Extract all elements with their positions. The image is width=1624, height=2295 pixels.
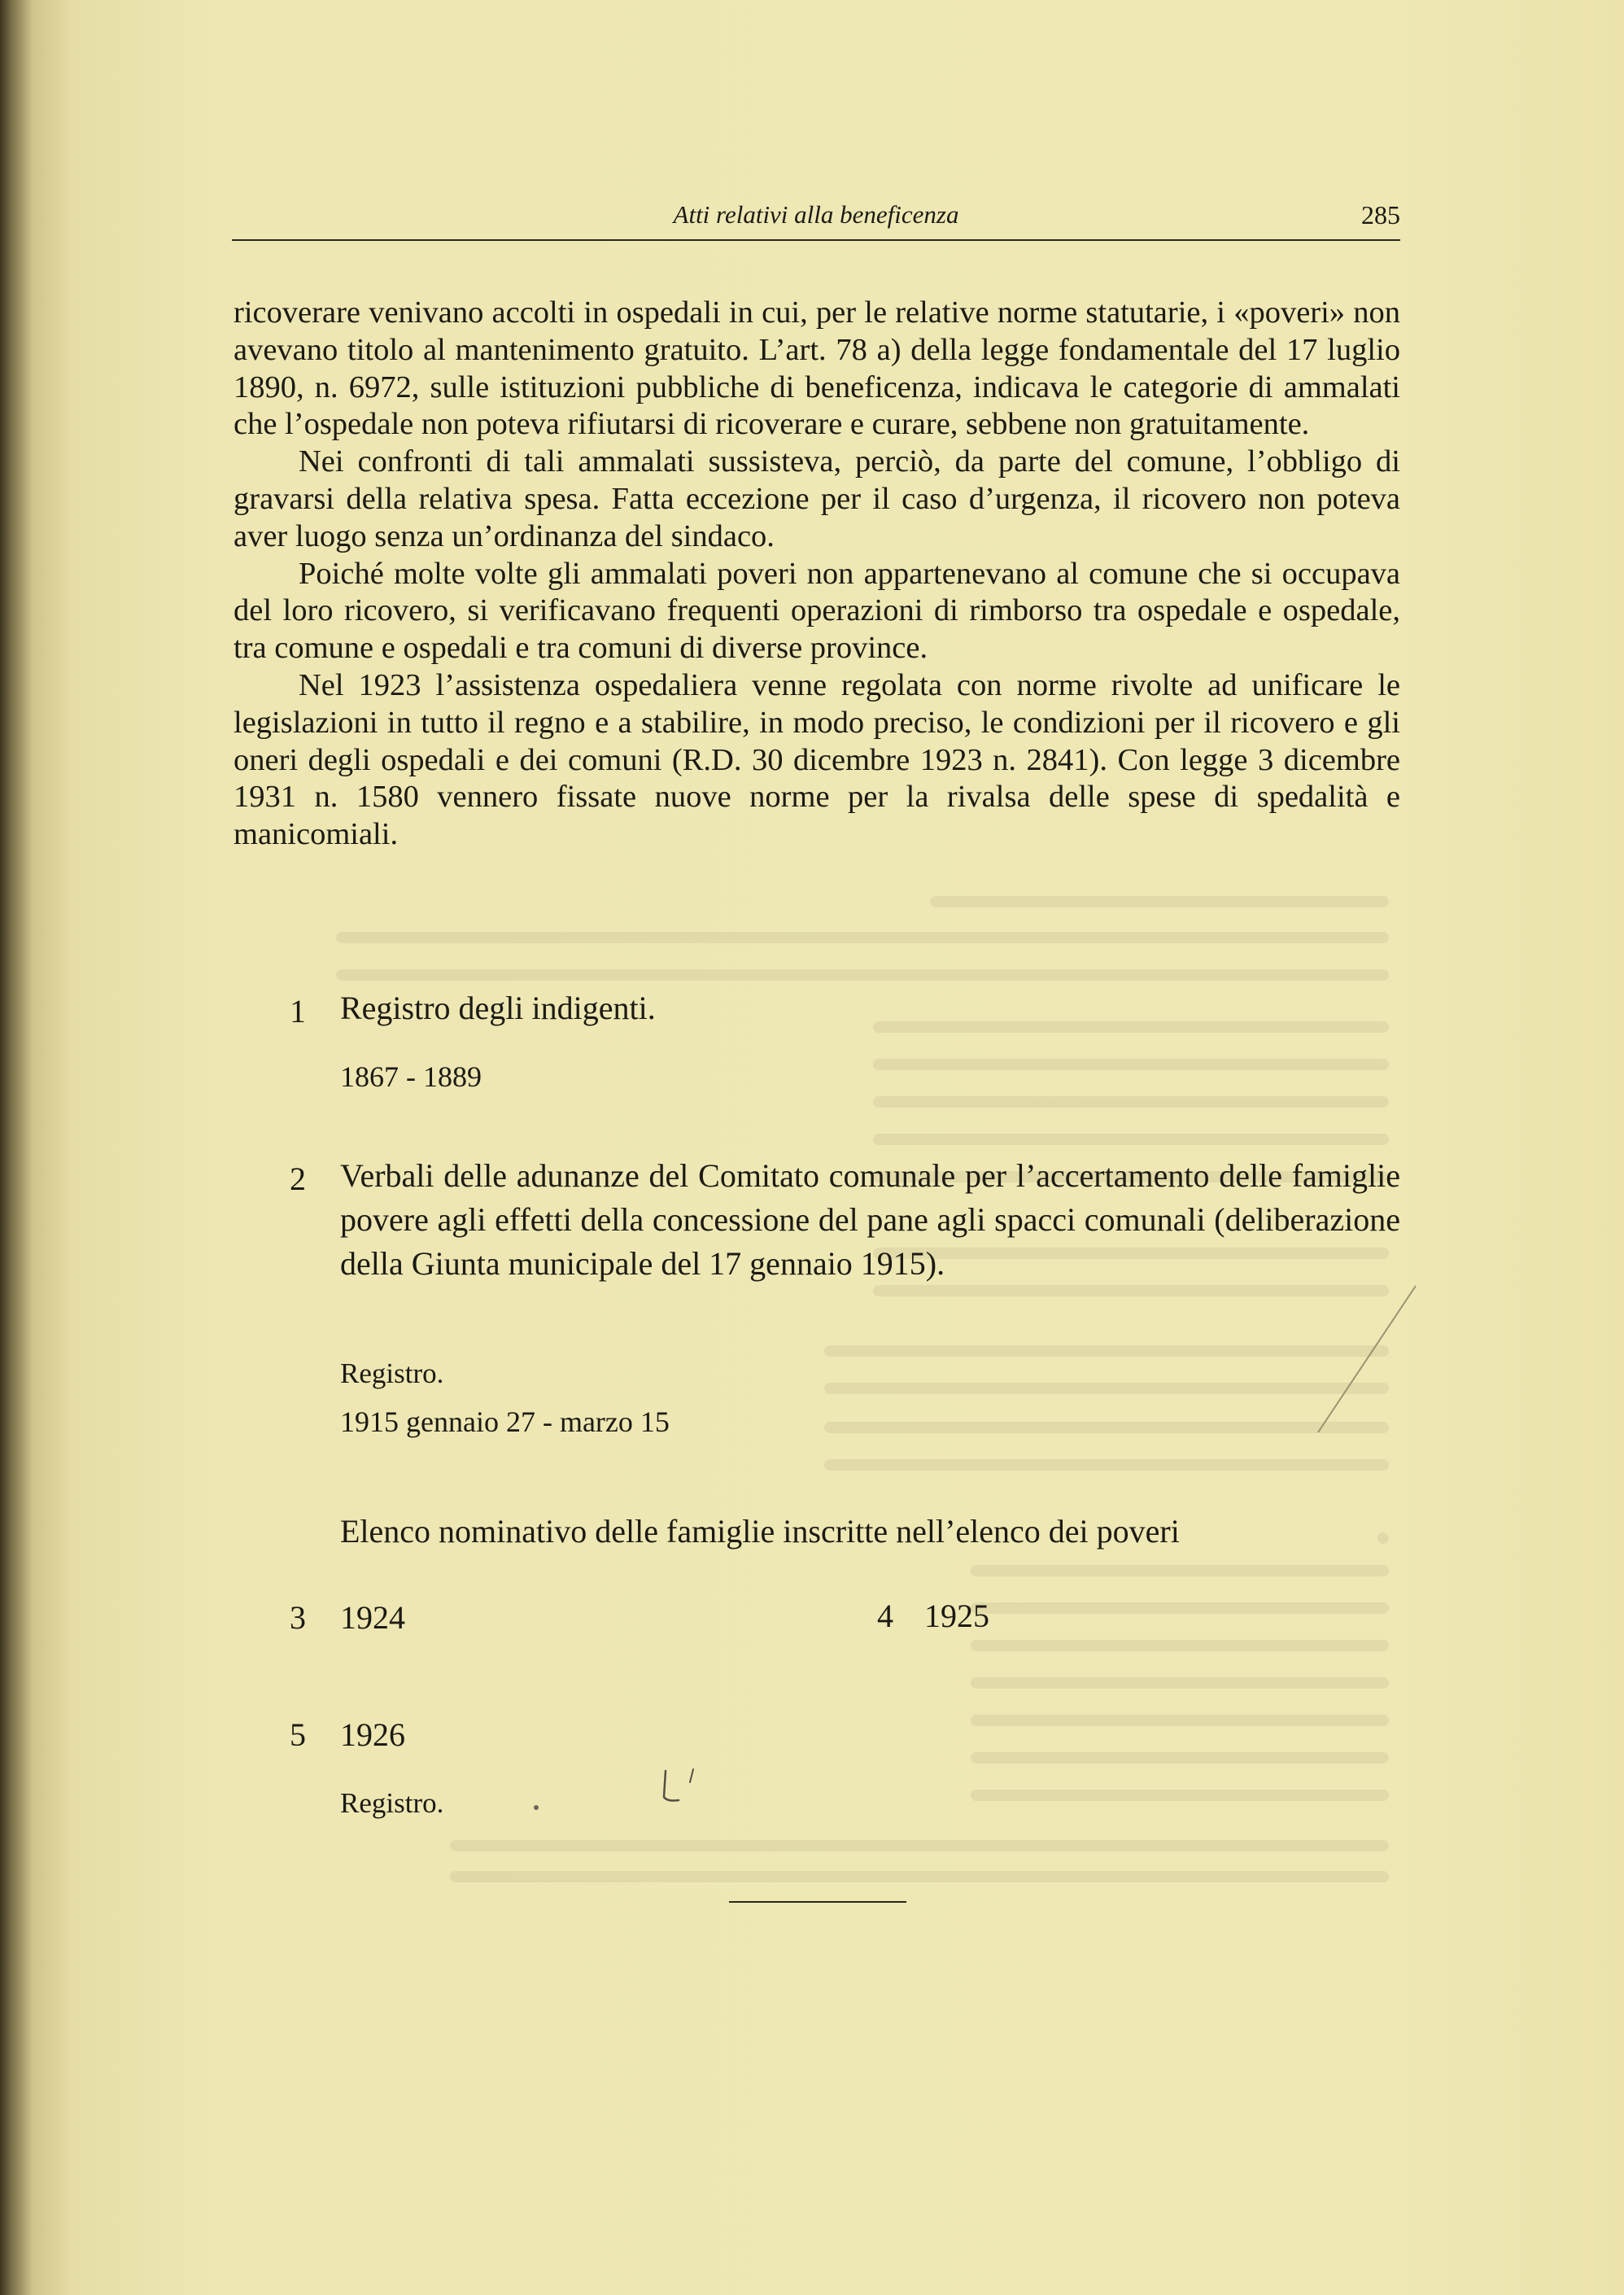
entry-date: 1867 - 1889 (340, 1060, 482, 1093)
entry-number: 1 (290, 993, 306, 1029)
entry-year: 1926 (340, 1716, 405, 1753)
entry-year: 1925 (924, 1598, 989, 1634)
running-title: Atti relativi alla beneficenza (673, 200, 959, 229)
pencil-dot (534, 1805, 539, 1810)
entry-number: 2 (290, 1161, 306, 1197)
end-rule (729, 1901, 906, 1903)
paragraph: Nei confronti di tali ammalati sussisteva, perciò, da parte del comune, l’obbligo di gravarsi della relativa spesa. Fatta eccezione per il caso d’urgenza, il ricovero non poteva aver luogo senza un’ordinanza del sindaco. (234, 444, 1400, 553)
entry-number: 4 (877, 1598, 893, 1634)
entry-year: 1924 (340, 1599, 405, 1636)
section-format: Registro. (340, 1787, 444, 1819)
pencil-mark-icon (659, 1764, 708, 1813)
paragraph: Poiché molte volte gli ammalati poveri non appartenevano al comune che si occupava del loro ricovero, si verificavano frequenti operazioni di rimborso tra ospedale e ospedale, tra comune e ospedali e tra comuni di diverse province. (234, 556, 1400, 666)
intro-text (234, 295, 1400, 854)
entry-number: 3 (290, 1599, 306, 1636)
paragraph: ricoverare venivano accolti in ospedali in cui, per le relative norme statutarie, i «poveri» non avevano titolo al mantenimento gratuito. L’art. 78 a) della legge fondamentale del 17 luglio 1890, n. 6972, sulle istituzioni pubbliche di beneficenza, indicava le categorie di ammalati che l’ospedale non poteva rifiutarsi di ricoverare e curare, sebbene non gratuitamente. (234, 295, 1400, 442)
paragraph: Nel 1923 l’assistenza ospedaliera venne regolata con norme rivolte ad unificare le legislazioni in tutto il regno e a stabilire, in modo preciso, le condizioni per il ricovero e gli oneri degli ospedali e dei comuni (R.D. 30 dicembre 1923 n. 2841). Con legge 3 dicembre 1931 n. 1580 vennero fissate nuove norme per la rivalsa delle spese di spedalità e manicomiali. (234, 667, 1400, 852)
page-number: 285 (1361, 200, 1400, 230)
entry-title: Verbali delle adunanze del Comitato comunale per l’accertamento delle famiglie povere agli effetti della concessione del pane agli spacci comunali (deliberazione della Giunta municipale del 17 gennaio 1915). (340, 1157, 1400, 1282)
entry-format: Registro. (340, 1357, 444, 1389)
running-header (232, 199, 1400, 241)
entry-date: 1915 gennaio 27 - marzo 15 (340, 1405, 670, 1438)
section-heading: Elenco nominativo delle famiglie inscritte nell’elenco dei poveri (340, 1513, 1180, 1550)
entry-number: 5 (290, 1716, 306, 1753)
entry-title: Registro degli indigenti. (340, 990, 656, 1026)
